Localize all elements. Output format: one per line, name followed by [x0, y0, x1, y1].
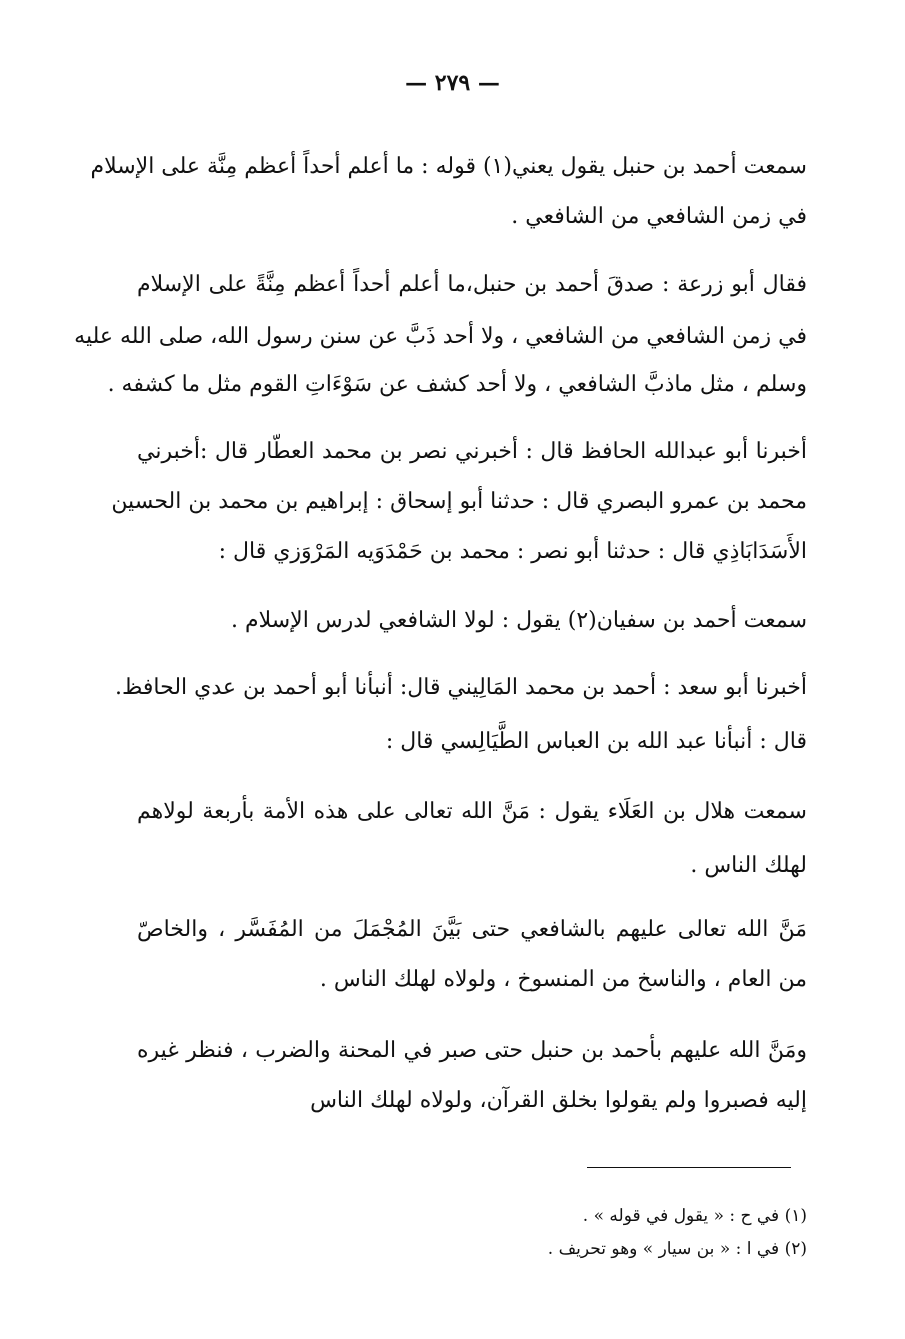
text-line: وسلم ، مثل ماذبَّ الشافعي ، ولا أحد كشف عن سَوْءَاتِ القوم مثل ما كشفه .	[107, 372, 807, 397]
text-line: أخبرنا أبو سعد : أحمد بن محمد المَالِيني قال: أنبأنا أبو أحمد بن عدي الحافظ.	[115, 675, 807, 700]
text-line: فقال أبو زرعة : صدقَ أحمد بن حنبل،ما أعلم أحداً أعظم مِنَّةً على الإسلام	[137, 272, 808, 297]
text-line: من العام ، والناسخ من المنسوخ ، ولولاه لهلك الناس .	[319, 967, 807, 992]
text-line: قال : أنبأنا عبد الله بن العباس الطَّيَالِسي قال :	[385, 729, 807, 754]
footnote-divider	[587, 1167, 791, 1168]
text-line: في زمن الشافعي من الشافعي .	[511, 204, 807, 229]
footnote: (١) في ح : « يقول في قوله » .	[582, 1206, 807, 1226]
page-number: — ٢٧٩ —	[405, 70, 500, 96]
text-line: لهلك الناس .	[690, 853, 807, 878]
text-line: مَنَّ الله تعالى عليهم بالشافعي حتى بَيَّنَ المُجْمَلَ من المُفَسَّر ، والخاصّ	[137, 917, 807, 942]
text-line: إليه فصبروا ولم يقولوا بخلق القرآن، ولولاه لهلك الناس	[310, 1088, 807, 1113]
text-line: ومَنَّ الله عليهم بأحمد بن حنبل حتى صبر في المحنة والضرب ، فنظر غيره	[137, 1038, 807, 1063]
text-line: الأَسَدَابَاذِي قال : حدثنا أبو نصر : محمد بن حَمْدَوَيه المَرْوَزي قال :	[218, 539, 807, 564]
text-line: أخبرنا أبو عبدالله الحافظ قال : أخبرني نصر بن محمد العطّار قال :أخبرني	[137, 439, 807, 464]
text-line: في زمن الشافعي من الشافعي ، ولا أحد ذَبَّ عن سنن رسول الله، صلى الله عليه	[74, 324, 807, 349]
text-line: محمد بن عمرو البصري قال : حدثنا أبو إسحاق : إبراهيم بن محمد بن الحسين	[111, 489, 807, 514]
footnote: (٢) في ا : « بن سيار » وهو تحريف .	[547, 1239, 807, 1259]
text-line: سمعت هلال بن العَلَاء يقول : مَنَّ الله تعالى على هذه الأمة بأربعة لولاهم	[137, 799, 807, 824]
text-line: سمعت أحمد بن سفيان(٢) يقول : لولا الشافعي لدرس الإسلام .	[230, 608, 807, 633]
text-line: سمعت أحمد بن حنبل يقول يعني(١) قوله : ما أعلم أحداً أعظم مِنَّة على الإسلام	[90, 154, 807, 179]
